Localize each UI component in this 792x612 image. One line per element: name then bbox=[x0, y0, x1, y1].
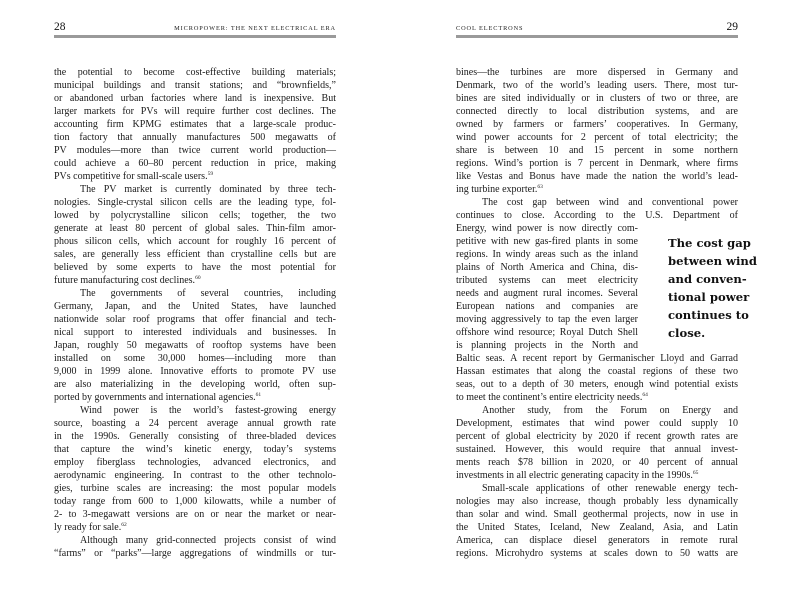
line-text: European nations and companies are bbox=[456, 301, 638, 312]
line-text: lowed by polycrystalline silicon cells; together, the two bbox=[54, 210, 336, 221]
line-text: connected directly to local distribution systems, and are bbox=[456, 106, 738, 117]
text-line bbox=[54, 547, 336, 560]
text-line bbox=[456, 118, 738, 131]
line-text: The governments of several countries, including bbox=[80, 288, 336, 299]
line-text: Energy, wind power is now directly com- bbox=[456, 223, 638, 234]
text-line bbox=[456, 300, 638, 313]
line-text: sales, are generally less efficient than crystalline cells but are bbox=[54, 249, 336, 260]
line-text: municipal buildings and transit stations; and “brownfields,” bbox=[54, 80, 336, 91]
text-line bbox=[54, 183, 336, 196]
line-text: tion factory that annually manufactures 500 megawatts of bbox=[54, 132, 336, 143]
text-line bbox=[54, 469, 336, 482]
text-line bbox=[456, 105, 738, 118]
line-text: Germany, Japan, and the United States, have launched bbox=[54, 301, 336, 312]
text-line bbox=[54, 495, 336, 508]
line-text: nical support to interested individuals and businesses. In bbox=[54, 327, 336, 338]
line-text: regions. In windy areas such as the inland bbox=[456, 249, 638, 260]
line-text: PVs competitive for small-scale users. bbox=[54, 171, 208, 182]
line-text: Denmark, two of the world’s leading users. There, most tur- bbox=[456, 80, 738, 91]
text-line bbox=[456, 326, 638, 339]
line-text: the potential to become cost-effective building materials; bbox=[54, 67, 336, 78]
page-number: 29 bbox=[726, 21, 738, 33]
text-line bbox=[54, 417, 336, 430]
text-line bbox=[456, 469, 738, 482]
line-text: employ fiberglass technologies, advanced electronics, and bbox=[54, 457, 336, 468]
line-text: nologies may also increase, though probably less dynamically bbox=[456, 496, 738, 507]
text-line bbox=[54, 222, 336, 235]
text-line bbox=[456, 79, 738, 92]
left-page-body bbox=[54, 66, 336, 560]
footnote-marker: 65 bbox=[692, 470, 699, 476]
pull-quote-line: The cost gap bbox=[668, 236, 751, 250]
line-text: ly ready for sale. bbox=[54, 522, 122, 533]
line-text: seas, out to a depth of 30 meters, enough wind potential exists bbox=[456, 379, 738, 390]
text-line bbox=[54, 300, 336, 313]
line-text: in the 1990s. Generally consisting of three-bladed devices bbox=[54, 431, 336, 442]
line-text: aerodynamic engineering. In contrast to the other technolo- bbox=[54, 470, 336, 481]
text-line bbox=[456, 209, 738, 222]
line-text: accounting firm KPMG estimates that a large-scale produc- bbox=[54, 119, 336, 130]
text-line bbox=[54, 66, 336, 79]
text-line bbox=[456, 170, 738, 183]
left-page bbox=[54, 0, 336, 612]
line-text: could achieve a 60–80 percent reduction in price, making bbox=[54, 158, 336, 169]
line-text: source, boasting a 24 percent average annual growth rate bbox=[54, 418, 336, 429]
line-text: Baltic seas. A recent report by Germanischer Lloyd and Garrad bbox=[456, 353, 738, 364]
pull-quote-line: tional power bbox=[668, 290, 750, 304]
text-line bbox=[456, 274, 638, 287]
text-line bbox=[54, 391, 336, 404]
text-line bbox=[54, 404, 336, 417]
line-text: Japan, roughly 50 megawatts of rooftop systems have been bbox=[54, 340, 336, 351]
line-text: are also materializing in the developing world, often sup- bbox=[54, 379, 336, 390]
text-line bbox=[456, 287, 638, 300]
line-text: needs and augment rural incomes. Several bbox=[456, 288, 638, 299]
line-text: Small-scale applications of other renewable energy tech- bbox=[482, 483, 738, 494]
text-line bbox=[54, 170, 336, 183]
line-text: bines are sited individually or in clusters of two or three, are bbox=[456, 93, 738, 104]
text-line bbox=[456, 196, 738, 209]
line-text: wind power accounts for 2 percent of total electricity; the bbox=[456, 132, 738, 143]
text-line bbox=[456, 482, 738, 495]
text-line bbox=[456, 404, 738, 417]
text-line bbox=[456, 456, 738, 469]
text-line bbox=[456, 521, 738, 534]
text-line bbox=[456, 495, 738, 508]
text-line bbox=[456, 235, 638, 248]
line-text: future manufacturing cost declines. bbox=[54, 275, 196, 286]
line-text: the United States, Iceland, New Zealand, Asia, and Latin bbox=[456, 522, 738, 533]
line-text: nologies. Single-crystal silicon cells are the leading type, fol- bbox=[54, 197, 336, 208]
line-text: that capture the wind’s kinetic energy, today’s systems bbox=[54, 444, 336, 455]
text-line bbox=[54, 131, 336, 144]
pull-quote bbox=[668, 234, 758, 342]
line-text: Hassan estimates that along the coastal regions of these two bbox=[456, 366, 738, 377]
text-line bbox=[456, 352, 738, 365]
text-line bbox=[54, 339, 336, 352]
line-text: ported by governments and international agencies. bbox=[54, 392, 256, 403]
footnote-marker: 59 bbox=[207, 171, 214, 177]
text-line bbox=[456, 430, 738, 443]
line-text: gies, turbine scales are increasing: the most popular models bbox=[54, 483, 336, 494]
text-line bbox=[456, 547, 738, 560]
text-line bbox=[54, 313, 336, 326]
running-head: COOL ELECTRONS bbox=[456, 25, 524, 32]
text-line bbox=[456, 222, 638, 235]
line-text: “farms” or “parks”—large aggregations of windmills or tur- bbox=[54, 548, 336, 559]
text-line bbox=[456, 391, 738, 404]
text-line bbox=[456, 261, 638, 274]
line-text: 9,000 in 1999 alone. Innovative efforts to promote PV use bbox=[54, 366, 336, 377]
line-text: 2- to 3-megawatt versions are on or near the market or near- bbox=[54, 509, 336, 520]
text-line bbox=[54, 235, 336, 248]
text-line bbox=[456, 313, 638, 326]
text-line bbox=[456, 508, 738, 521]
text-line bbox=[54, 157, 336, 170]
line-text: generate at least 80 percent of global sales. Thin-film amor- bbox=[54, 223, 336, 234]
text-line bbox=[54, 326, 336, 339]
line-text: moving aggressively to tap the even larger bbox=[456, 314, 638, 325]
text-line bbox=[54, 430, 336, 443]
text-line bbox=[456, 66, 738, 79]
text-line bbox=[456, 443, 738, 456]
text-line bbox=[54, 352, 336, 365]
line-text: Although many grid-connected projects consist of wind bbox=[80, 535, 336, 546]
text-line bbox=[456, 339, 638, 352]
line-text: continues to close. According to the U.S. Department of bbox=[456, 210, 738, 221]
line-text: regions. Wind’s portion is 7 percent in Denmark, where firms bbox=[456, 158, 738, 169]
text-line bbox=[54, 456, 336, 469]
text-line bbox=[54, 261, 336, 274]
line-text: Wind power is the world’s fastest-growing energy bbox=[80, 405, 336, 416]
footnote-marker: 63 bbox=[537, 184, 543, 190]
text-line bbox=[456, 417, 738, 430]
line-text: investments in all electric generating capacity in the 1990s. bbox=[456, 470, 693, 481]
line-text: to meet the continent’s entire electricity needs. bbox=[456, 392, 643, 403]
text-line bbox=[54, 365, 336, 378]
pull-quote-line: continues to bbox=[668, 308, 749, 322]
line-text: ing turbine exporter. bbox=[456, 184, 538, 195]
line-text: offshore wind resource; Royal Dutch Shell bbox=[456, 327, 638, 338]
line-text: regions. Microhydro systems at scales down to 50 watts are bbox=[456, 548, 738, 559]
footnote-marker: 61 bbox=[255, 392, 262, 398]
text-line bbox=[54, 508, 336, 521]
line-text: Development, estimates that wind power could supply 10 bbox=[456, 418, 738, 429]
line-text: nationwide solar roof programs that offer financial and tech- bbox=[54, 314, 336, 325]
footnote-marker: 60 bbox=[195, 275, 201, 281]
text-line bbox=[54, 482, 336, 495]
line-text: sustained. However, this would require that annual invest- bbox=[456, 444, 738, 455]
text-line bbox=[456, 144, 738, 157]
text-line bbox=[54, 144, 336, 157]
text-line bbox=[54, 79, 336, 92]
line-text: share is between 10 and 15 percent in some northern bbox=[456, 145, 738, 156]
text-line bbox=[54, 378, 336, 391]
line-text: percent of global electricity by 2020 if recent growth rates are bbox=[456, 431, 738, 442]
line-text: believed by some experts to have the most potential for bbox=[54, 262, 336, 273]
text-line bbox=[456, 157, 738, 170]
line-text: today range from 600 to 1,000 kilowatts, while a number of bbox=[54, 496, 336, 507]
line-text: than solar and wind. Small geothermal projects, now in use in bbox=[456, 509, 738, 520]
line-text: larger markets for PVs will require further cost declines. The bbox=[54, 106, 336, 117]
text-line bbox=[54, 443, 336, 456]
text-line bbox=[456, 365, 738, 378]
text-line bbox=[456, 378, 738, 391]
line-text: bines—the turbines are more dispersed in Germany and bbox=[456, 67, 738, 78]
text-line bbox=[54, 209, 336, 222]
line-text: The PV market is currently dominated by three tech- bbox=[80, 184, 336, 195]
text-line bbox=[54, 248, 336, 261]
pull-quote-line: close. bbox=[668, 326, 706, 340]
footnote-marker: 64 bbox=[642, 392, 648, 398]
line-text: like Vestas and Bonus have made the nation the world’s lead- bbox=[456, 171, 738, 182]
left-page-header bbox=[54, 22, 336, 38]
page-number: 28 bbox=[54, 21, 66, 33]
text-line bbox=[54, 196, 336, 209]
line-text: tributed systems can meet electricity bbox=[456, 275, 638, 286]
text-line bbox=[456, 92, 738, 105]
line-text: plains of North America and China, dis- bbox=[456, 262, 638, 273]
text-line bbox=[54, 105, 336, 118]
line-text: owned by farmers or farmers’ cooperatives. In Germany, bbox=[456, 119, 738, 130]
line-text: or abandoned urban factories where land is inexpensive. But bbox=[54, 93, 336, 104]
text-line bbox=[54, 521, 336, 534]
line-text: installed on some 30,000 homes—including more than bbox=[54, 353, 336, 364]
text-line bbox=[456, 183, 738, 196]
right-page-header bbox=[456, 22, 738, 38]
text-line bbox=[456, 131, 738, 144]
pull-quote-line: between wind bbox=[668, 254, 757, 268]
text-line bbox=[54, 118, 336, 131]
text-line bbox=[54, 92, 336, 105]
footnote-marker: 62 bbox=[121, 522, 127, 528]
line-text: The cost gap between wind and conventional power bbox=[482, 197, 738, 208]
pull-quote-line: and conven- bbox=[668, 272, 747, 286]
text-line bbox=[54, 287, 336, 300]
text-line bbox=[54, 274, 336, 287]
text-line bbox=[54, 534, 336, 547]
line-text: Another study, from the Forum on Energy and bbox=[482, 405, 738, 416]
right-page bbox=[456, 0, 757, 612]
line-text: PV modules—more than twice current world production— bbox=[54, 145, 336, 156]
line-text: phous silicon cells, which account for roughly 16 percent of bbox=[54, 236, 336, 247]
text-line bbox=[456, 248, 638, 261]
running-head: MICROPOWER: THE NEXT ELECTRICAL ERA bbox=[174, 25, 336, 32]
line-text: ments reach $78 billion in 2020, or 40 percent of annual bbox=[456, 457, 738, 468]
line-text: America, can displace diesel generators in remote rural bbox=[456, 535, 738, 546]
line-text: is planning projects in the North and bbox=[456, 340, 638, 351]
line-text: petitive with new gas-fired plants in some bbox=[456, 236, 638, 247]
text-line bbox=[456, 534, 738, 547]
